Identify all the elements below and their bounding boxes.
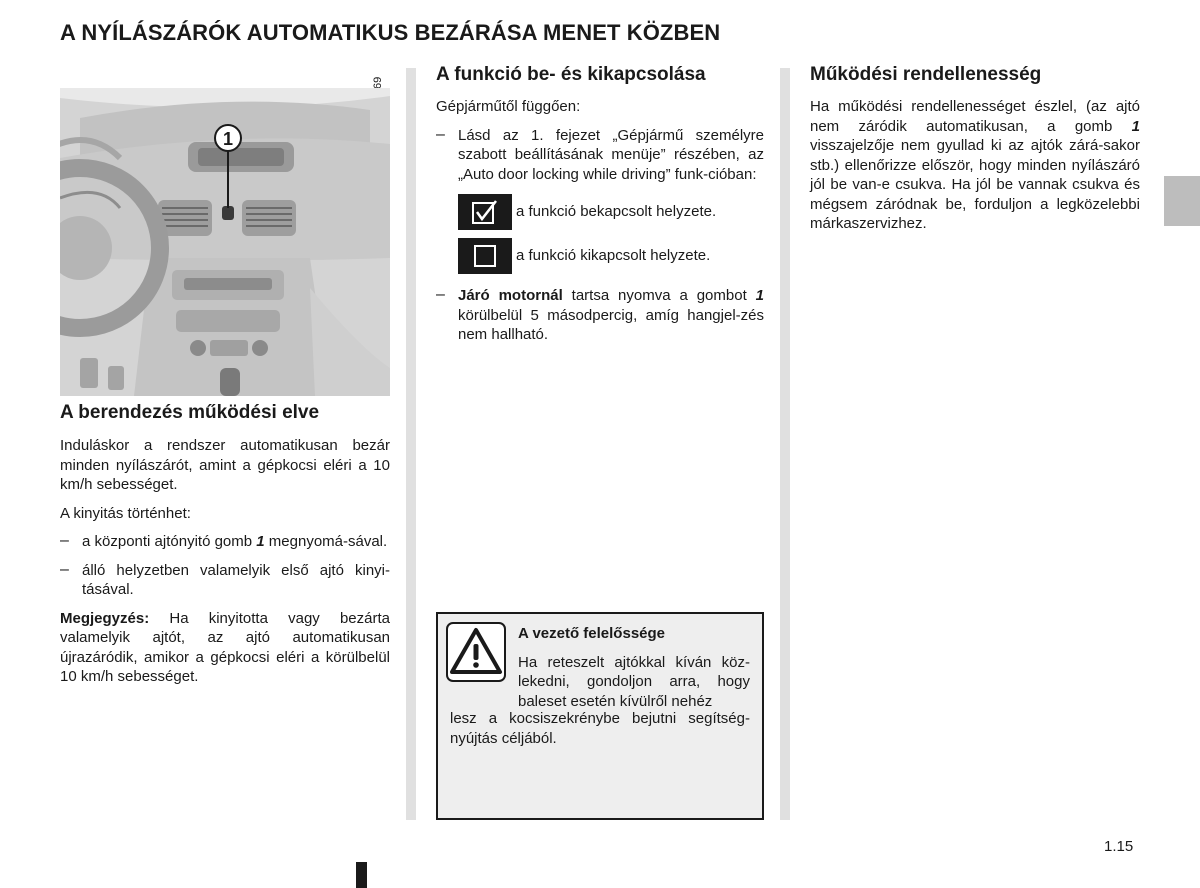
- warning-text-first: Ha reteszelt ajtókkal kíván köz-lekedni, gondoljon arra, hogy baleset esetén kívülről nehéz: [518, 653, 750, 710]
- dash-marker: –: [60, 560, 69, 578]
- button-reference: 1: [755, 287, 764, 304]
- operation-heading: A berendezés működési elve: [60, 402, 320, 423]
- button-reference: 1: [1131, 117, 1140, 135]
- state-on-label: a funkció bekapcsolt helyzete.: [516, 203, 717, 221]
- toggle-step: – Lásd az 1. fejezet „Gépjármű személyre szabott beállításának menüje” részében, az „Auto door locking while driving” funk-cióban:: [436, 125, 764, 183]
- figure-callout: 1: [222, 129, 234, 149]
- page-number: 1.15: [1104, 838, 1134, 855]
- operation-intro: Induláskor a rendszer automatikusan bezár minden nyílászárót, amint a gépkocsi eléri a 10 km/h sebességet.: [60, 437, 390, 493]
- state-off-row: [458, 238, 764, 274]
- dash-marker: –: [60, 532, 69, 549]
- state-on-row: [458, 194, 764, 230]
- dashboard-illustration: [60, 88, 390, 396]
- page-edge-marker: [356, 862, 367, 888]
- toggle-step: – Járó motornál tartsa nyomva a gombot 1 körülbelül 5 másodpercig, amíg hangjel-zés nem hallható.: [436, 286, 764, 343]
- checkbox-checked-icon: [458, 194, 512, 230]
- warning-text-rest: lesz a kocsiszekrénybe bejutni segítség-nyújtás céljából.: [450, 710, 750, 747]
- column-divider-right: [780, 68, 790, 820]
- left-column: [60, 402, 390, 687]
- warning-content: [518, 624, 750, 711]
- unlock-item: – a központi ajtónyitó gomb 1 megnyomá-sával.: [60, 532, 388, 550]
- warning-triangle-icon: [446, 622, 506, 682]
- malfunction-text: Ha működési rendellenességet észlel, (az ajtó nem záródik automatikusan, a gomb 1 visszajelzője nem gyullad ki az ajtók zárá-sakor stb.) ellenőrizze először, hogy minden nyílászáró jól be van-e csukva. Ha jól be vannak csukva és mégsem záródnak be, forduljon a legközelebbi márkaszervizhez.: [810, 98, 1140, 232]
- toggle-intro: Gépjárműtől függően:: [436, 98, 581, 115]
- right-column: [810, 64, 1140, 234]
- button-reference: 1: [256, 533, 265, 550]
- page-title: A NYÍLÁSZÁRÓK AUTOMATIKUS BEZÁRÁSA MENET KÖZBEN: [60, 20, 721, 45]
- malfunction-heading: Működési rendellenesség: [810, 64, 1042, 85]
- warning-title: A vezető felelőssége: [518, 625, 666, 642]
- note-label: Megjegyzés:: [60, 609, 150, 627]
- unlock-intro: A kinyitás történhet:: [60, 504, 191, 522]
- checkbox-empty-icon: [458, 238, 512, 274]
- state-off-label: a funkció kikapcsolt helyzete.: [516, 247, 711, 265]
- chapter-tab: [1164, 176, 1200, 226]
- note-paragraph: Megjegyzés: Ha kinyitotta vagy bezárta valamelyik ajtót, az ajtó automatikusan újrazáródik, amikor a gépkocsi eléri a körülbelül 10 km/h sebességet.: [60, 609, 390, 685]
- middle-column: [436, 64, 764, 345]
- toggle-heading: A funkció be- és kikapcsolása: [436, 64, 706, 85]
- column-divider-left: [406, 68, 416, 820]
- unlock-item: – álló helyzetben valamelyik első ajtó kinyi-tásával.: [60, 560, 390, 598]
